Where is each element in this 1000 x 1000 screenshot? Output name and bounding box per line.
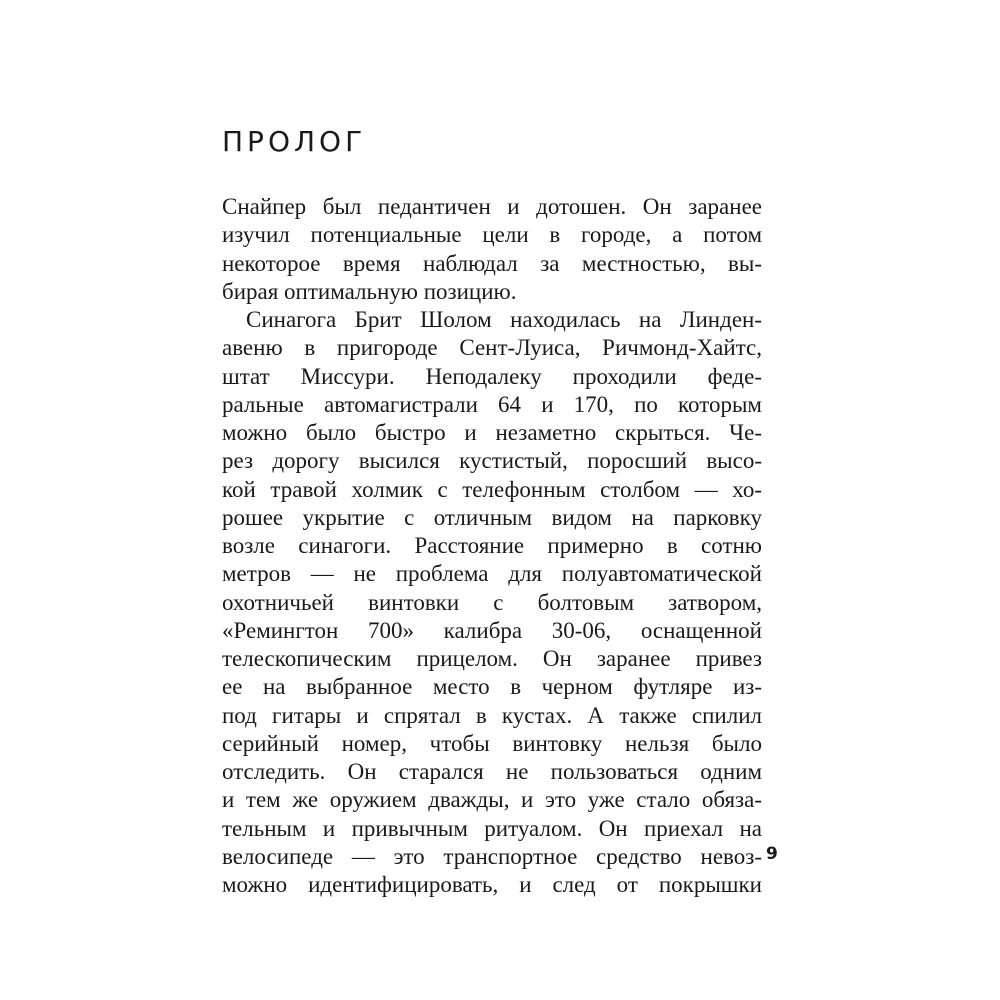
text-line: велосипеде — это транспортное средство невоз- — [222, 843, 762, 869]
text-line: ральные автомагистрали 64 и 170, по которым — [222, 391, 762, 417]
text-line: и тем же оружием дважды, и это уже стало обяза- — [222, 787, 762, 813]
text-line: ее на выбранное место в черном футляре из- — [222, 674, 762, 700]
text-line: отследить. Он старался не пользоваться одним — [222, 759, 762, 784]
chapter-title: ПРОЛОГ — [222, 125, 367, 158]
text-line: авеню в пригороде Сент-Луиса, Ричмонд-Хайтс, — [222, 335, 762, 361]
text-line: штат Миссури. Неподалеку проходили феде- — [222, 363, 762, 389]
text-line: рошее укрытие с отличным видом на парковку — [222, 504, 762, 530]
text-line: серийный номер, чтобы винтовку нельзя было — [222, 730, 762, 756]
text-line: изучил потенциальные цели в городе, а потом — [222, 222, 762, 248]
text-line: Синагога Брит Шолом находилась на Линден- — [246, 307, 762, 332]
text-line: охотничьей винтовки с болтовым затвором, — [222, 589, 762, 615]
text-line: возле синагоги. Расстояние примерно в сотню — [222, 533, 762, 558]
page-number: 9 — [766, 844, 778, 864]
text-line: «Ремингтон 700» калибра 30-06, оснащенной — [222, 617, 762, 643]
text-line: под гитары и спрятал в кустах. А также спилил — [222, 702, 762, 728]
text-line: тельным и привычным ритуалом. Он приехал на — [222, 815, 762, 841]
body-text — [222, 193, 762, 899]
text-line: кой травой холмик с телефонным столбом — хо- — [222, 476, 762, 502]
text-line: бирая оптимальную позицию. — [222, 278, 517, 304]
text-line: телескопическим прицелом. Он заранее привез — [222, 646, 762, 671]
text-line: можно было быстро и незаметно скрыться. Че- — [222, 420, 762, 445]
text-line: можно идентифицировать, и след от покрышки — [222, 872, 762, 897]
text-line: Снайпер был педантичен и дотошен. Он заранее — [222, 194, 762, 219]
text-line: некоторое время наблюдал за местностью, вы- — [222, 250, 762, 276]
text-line: рез дорогу высился кустистый, поросший высо- — [222, 448, 762, 474]
text-line: метров — не проблема для полуавтоматической — [222, 561, 762, 587]
